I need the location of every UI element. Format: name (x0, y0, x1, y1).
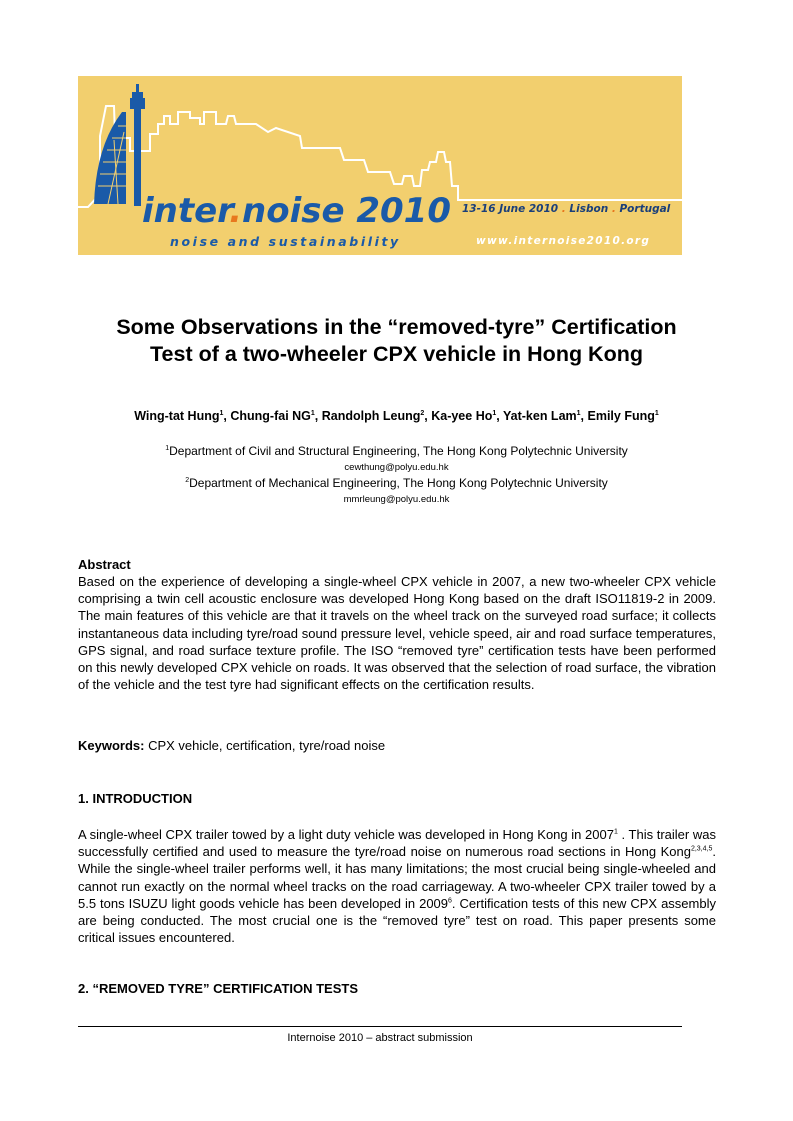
section-1-heading: 1. INTRODUCTION (78, 791, 193, 806)
abstract-body: Based on the experience of developing a single-wheel CPX vehicle in 2007, a new two-wheeler CPX vehicle comprising a twin cell acoustic enclosure was developed Hong Kong based on the draft ISO11819-2 in 2009. The main features of this vehicle are that it travels on the wheel track on the surveyed road surface; it collects instantaneous data including tyre/road sound pressure level, vehicle speed, air and road surface temperatures, GPS signal, and road surface texture profile. The ISO “removed tyre” certification tests have been performed on this newly developed CPX vehicle on roads. It was observed that the selection of road surface, the vibration of the vehicle and the test tyre had significant effects on the certification results. (78, 574, 716, 693)
conference-website: www.internoise2010.org (476, 235, 651, 247)
affiliation-1: $^1$Department of Civil and Structural Engineering, The Hong Kong Polytechnic University (165, 444, 628, 458)
tower-icon (94, 84, 145, 206)
conference-banner (78, 76, 682, 255)
introduction-body: A single-wheel CPX trailer towed by a light duty vehicle was developed in Hong Kong in 2007$^1$ . This trailer was successfully certified and used to measure the tyre/road noise on numerous road sections in Hong Kong$^{2,3,4,5}$. While the single-wheel trailer performs well, it has many limitations; the most crucial being single-wheeled and cannot run exactly on the normal wheel tracks on the road carriageway. A two-wheeler CPX trailer towed by a 5.5 tons ISUZU light goods vehicle has been developed in 2009$^6$. Certification tests of this new CPX assembly are being conducted. The most crucial one is the “removed tyre” test on road. This paper presents some critical issues encountered. (78, 827, 716, 946)
paper-title: Some Observations in the “removed-tyre” Certification Test of a two-wheeler CPX vehicle in Hong Kong (116, 315, 677, 366)
footer-rule (78, 1026, 682, 1027)
conference-tagline: noise and sustainability (170, 234, 401, 249)
conference-logo-text: inter.noise 2010 (142, 191, 451, 231)
email-1: cewthung@polyu.edu.hk (344, 462, 449, 473)
abstract-heading: Abstract (78, 557, 131, 572)
author-list: Wing-tat Hung$^1$, Chung-fai $NG^1$, Randolph Leung$^2$, Ka-yee Ho$^1$, Yat-ken Lam$^1$, Emily Fung$^1$ (134, 409, 659, 423)
email-2: mmrleung@polyu.edu.hk (343, 494, 450, 505)
page-footer: Internoise 2010 – abstract submission (287, 1032, 473, 1044)
affiliation-2: $^2$Department of Mechanical Engineering, The Hong Kong Polytechnic University (185, 476, 608, 490)
keywords: Keywords: CPX vehicle, certification, tyre/road noise (78, 738, 386, 753)
conference-dates: 13-16 June 2010 . Lisbon . Portugal (462, 203, 671, 215)
section-2-heading: 2. “REMOVED TYRE” CERTIFICATION TESTS (78, 981, 359, 996)
